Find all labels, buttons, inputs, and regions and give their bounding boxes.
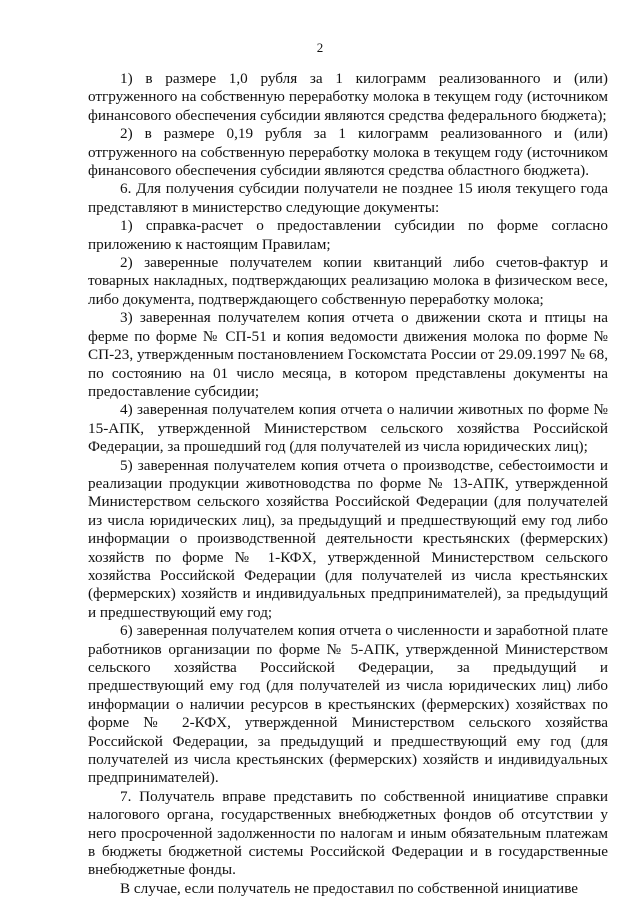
paragraph-rate-federal: 1) в размере 1,0 рубля за 1 килограмм реализованного и (или) отгруженного на собственную переработку молока в текущем году (источником финансового обеспечения субсидии являются средства федерального бюджета); xyxy=(88,70,608,124)
paragraph-rate-regional: 2) в размере 0,19 рубля за 1 килограмм реализованного и (или) отгруженного на собственную переработку молока в текущем году (источником финансового обеспечения субсидии являются средства областного бюджета). xyxy=(88,125,608,180)
paragraph-continuation: В случае, если получатель не предоставил по собственной инициативе xyxy=(120,879,579,897)
paragraph-item-3-livestock-report: 3) заверенная получателем копия отчета о движении скота и птицы на ферме по форме № СП-51 и копия ведомости движения молока по форме № СП-23, утвержденным постановлением Госкомстата России от 29.09.1997 № 68, по состоянию на 01 число месяца, в котором представлены документы на предоставление субсидии; xyxy=(88,309,608,400)
document-body xyxy=(88,70,608,898)
paragraph-item-6-staff-report: 6) заверенная получателем копия отчета о численности и заработной плате работников организации по форме № 5-АПК, утвержденной Министерством сельского хозяйства Российской Федерации, за предыдущий и предшествующий ему год (для получателей из числа юридических лиц) либо информации о наличии ресурсов в крестьянских (фермерских) хозяйствах по форме № 2-КФХ, утвержденной Министерством сельского хозяйства Российской Федерации, за предыдущий и предшествующий ему год (для получателей из числа крестьянских (фермерских) хозяйств и индивидуальных предпринимателей). xyxy=(88,622,608,787)
paragraph-section-7: 7. Получатель вправе представить по собственной инициативе справки налогового органа, государственных внебюджетных фондов об отсутствии у него просроченной задолженности по налогам и иным обязательным платежам в бюджеты бюджетной системы Российской Федерации и в государственные внебюджетные фонды. xyxy=(88,787,608,879)
paragraph-item-5-production-report: 5) заверенная получателем копия отчета о производстве, себестоимости и реализации продукции животноводства по форме № 13-АПК, утвержденной Министерством сельского хозяйства Российской Федерации (для получателей из числа юридических лиц), за предыдущий и предшествующий ему год либо информации о производственной деятельности крестьянских (фермерских) хозяйств по форме № 1-КФХ, утвержденной Министерством сельского хозяйства Российской Федерации (для получателей из числа крестьянских (фермерских) хозяйств и индивидуальных предпринимателей), за предыдущий и предшествующий ему год; xyxy=(88,456,608,621)
paragraph-section-6: 6. Для получения субсидии получатели не позднее 15 июля текущего года представляют в министерство следующие документы: xyxy=(88,180,608,216)
paragraph-item-4-animals-report: 4) заверенная получателем копия отчета о наличии животных по форме № 15-АПК, утвержденной Министерством сельского хозяйства Российской Федерации, за прошедший год (для получателей из числа юридических лиц); xyxy=(88,401,608,456)
paragraph-item-1-calculation: 1) справка-расчет о предоставлении субсидии по форме согласно приложению к настоящим Правилам; xyxy=(88,217,608,253)
paragraph-item-2-invoices: 2) заверенные получателем копии квитанций либо счетов-фактур и товарных накладных, подтверждающих реализацию молока в физическом весе, либо документа, подтверждающего собственную переработку молока; xyxy=(88,254,608,308)
page-number: 2 xyxy=(316,40,324,55)
